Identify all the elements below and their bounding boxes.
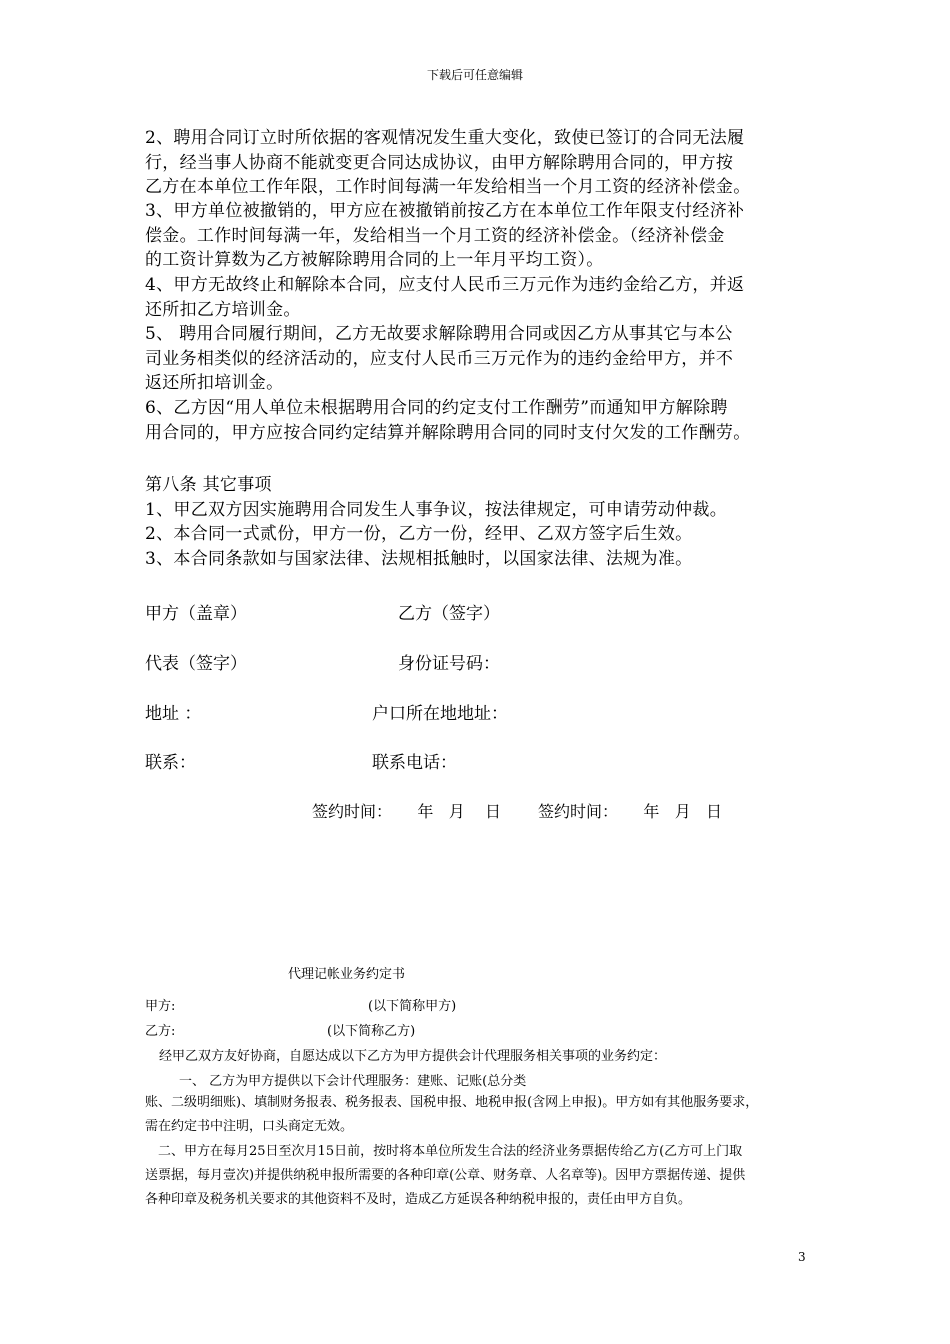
- article-item: 2、本合同一式贰份，甲方一份，乙方一份，经甲、乙双方签字后生效。: [145, 524, 693, 544]
- agreement-line: 各种印章及税务机关要求的其他资料不及时，造成乙方延误各种纳税申报的，责任由甲方自负。: [145, 1192, 692, 1207]
- hukou-address-label: 户口所在地地址：: [372, 704, 508, 724]
- agreement-item1: [145, 1091, 825, 1139]
- contact-label: 联系：: [145, 753, 196, 773]
- agreement-item1-head: 一、 乙方为甲方提供以下会计代理服务：建账、记账(总分类: [179, 1074, 527, 1089]
- clause-2: [145, 126, 825, 200]
- sign-date-b: 签约时间： 年 月 日: [538, 802, 722, 821]
- clause-line: 4、甲方无故终止和解除本合同，应支付人民币三万元作为违约金给乙方，并返: [145, 275, 745, 295]
- article-title: 第八条 其它事项: [145, 475, 272, 495]
- address-label: 地址 ：: [145, 704, 202, 724]
- clause-4: [145, 273, 825, 322]
- sign-date-a: 签约时间： 年 月 日: [312, 802, 502, 821]
- clause-line: 司业务相类似的经济活动的，应支付人民币三万元作为的违约金给甲方，并不: [145, 348, 734, 369]
- party-a-note: (以下简称甲方): [368, 999, 457, 1014]
- party-b-note: (以下简称乙方): [327, 1024, 416, 1039]
- agreement-line: 账、二级明细账)、填制财务报表、税务报表、国税申报、地税申报(含网上申报)。甲方如有其他服务要求，: [145, 1095, 759, 1110]
- clause-line: 的工资计算数为乙方被解除聘用合同的上一年月平均工资）。: [145, 250, 604, 270]
- clause-6: [145, 396, 825, 445]
- party-b-label: 乙方:: [145, 1024, 176, 1039]
- clause-line: 3、甲方单位被撤销的，甲方应在被撤销前按乙方在本单位工作年限支付经济补: [145, 201, 745, 221]
- article-item: 1、甲乙双方因实施聘用合同发生人事争议，按法律规定，可申请劳动仲裁。: [145, 499, 728, 520]
- agreement-line: 送票据，每月壹次)并提供纳税申报所需要的各种印章(公章、财务章、人名章等)。因甲方票据传递、提供: [145, 1168, 746, 1183]
- clause-line: 返还所扣培训金。: [145, 373, 284, 393]
- agreement-line: 二、甲方在每月25日至次月15日前，按时将本单位所发生合法的经济业务票据传给乙方(乙方可上门取: [158, 1144, 743, 1159]
- clause-line: 行，经当事人协商不能就变更合同达成协议，由甲方解除聘用合同的，甲方按: [145, 152, 734, 173]
- page-header: 下载后可任意编辑: [426, 68, 523, 82]
- agreement-item2: [145, 1140, 825, 1212]
- clause-line: 还所扣乙方培训金。: [145, 299, 301, 320]
- rep-sign-label: 代表（签字）: [145, 654, 247, 674]
- clause-3: [145, 199, 825, 273]
- clause-line: 偿金。工作时间每满一年，发给相当一个月工资的经济补偿金。（经济补偿金: [145, 225, 725, 246]
- article-8: [145, 473, 825, 571]
- party-a-seal-label: 甲方（盖章）: [145, 604, 247, 624]
- party-b-sign-label: 乙方（签字）: [398, 604, 500, 624]
- id-number-label: 身份证号码：: [398, 654, 500, 674]
- agreement-line: 需在约定书中注明，口头商定无效。: [145, 1119, 354, 1134]
- clause-line: 2、聘用合同订立时所依据的客观情况发生重大变化，致使已签订的合同无法履: [145, 128, 745, 148]
- agreement-intro: 经甲乙双方友好协商，自愿达成以下乙方为甲方提供会计代理服务相关事项的业务约定：: [159, 1049, 667, 1064]
- clause-line: 6、乙方因“用人单位未根据聘用合同的约定支付工作酬劳”而通知甲方解除聘: [145, 398, 728, 418]
- clause-line: 5、 聘用合同履行期间，乙方无故要求解除聘用合同或因乙方从事其它与本公: [145, 324, 733, 344]
- page-number: 3: [798, 1250, 806, 1264]
- clause-line: 用合同的，甲方应按合同约定结算并解除聘用合同的同时支付欠发的工作酬劳。: [145, 422, 751, 443]
- clause-line: 乙方在本单位工作年限，工作时间每满一年发给相当一个月工资的经济补偿金。: [145, 177, 751, 197]
- phone-label: 联系电话：: [372, 753, 457, 773]
- party-a-label: 甲方:: [145, 999, 176, 1014]
- clause-5: [145, 322, 825, 396]
- article-item: 3、本合同条款如与国家法律、法规相抵触时，以国家法律、法规为准。: [145, 548, 693, 569]
- agreement-title: 代理记帐业务约定书: [288, 967, 406, 982]
